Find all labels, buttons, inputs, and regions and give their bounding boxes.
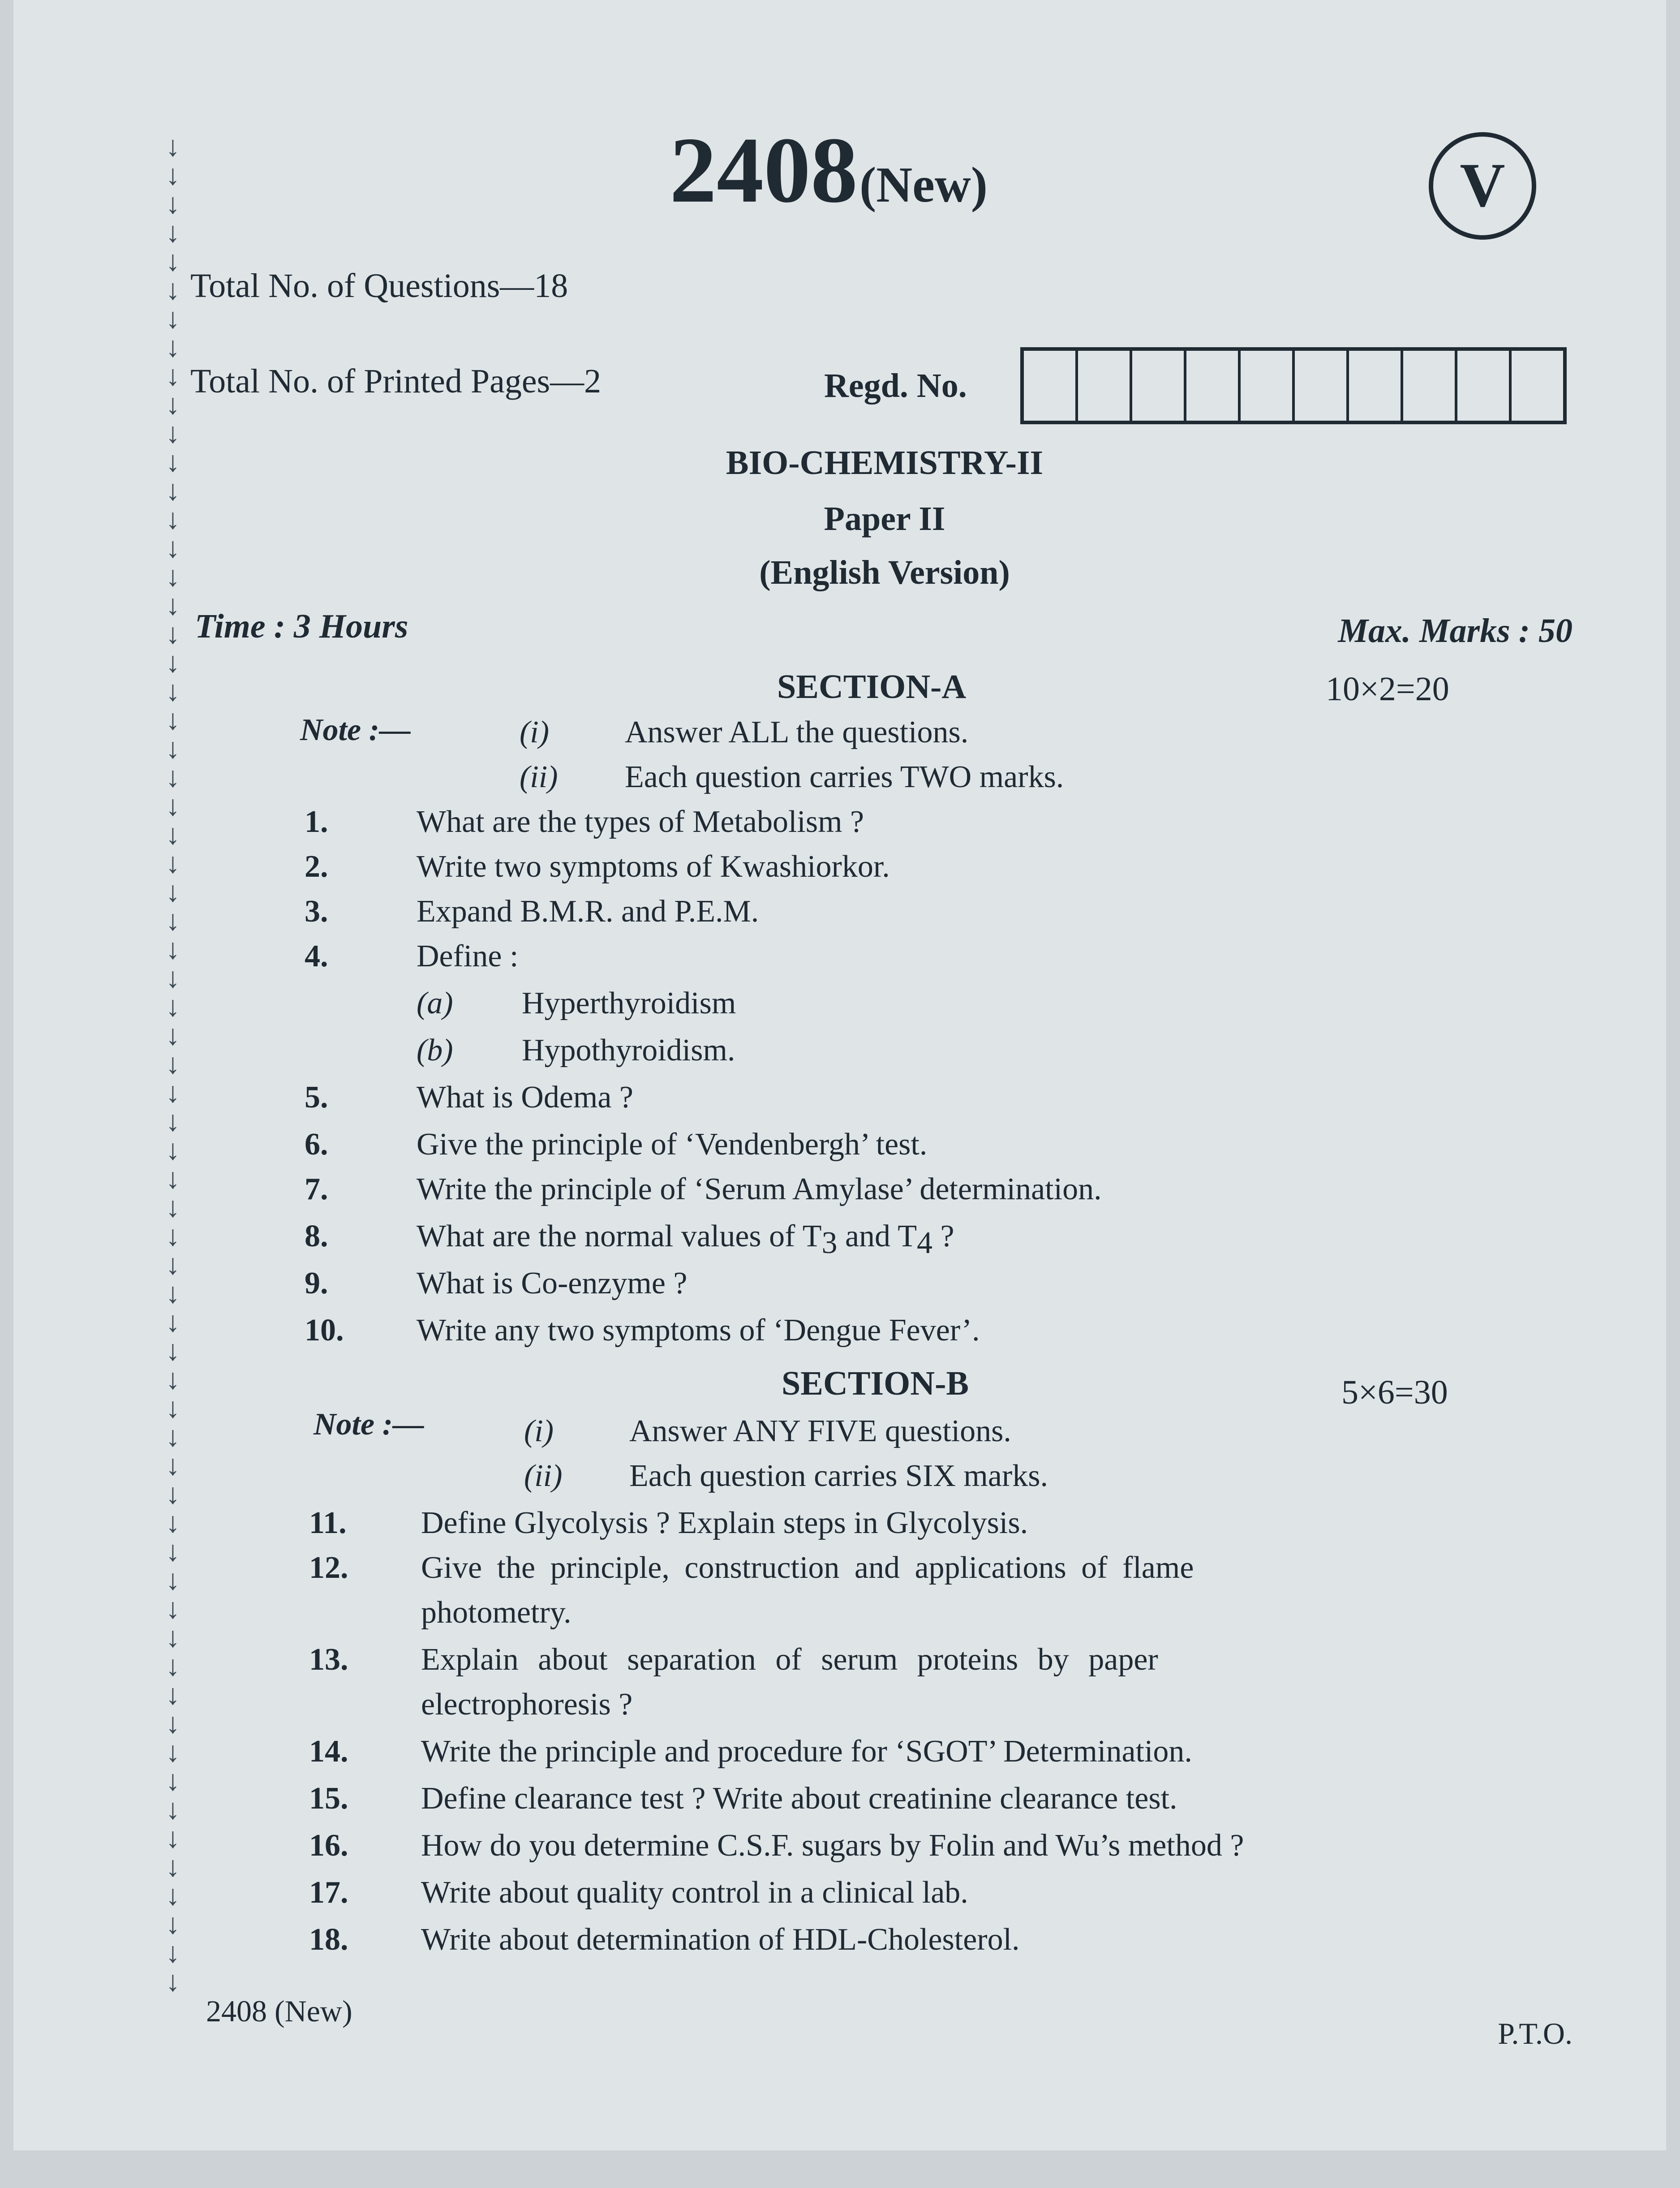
question-number: 10. [305, 1313, 344, 1348]
arrow-down-icon: ↓ [166, 1707, 180, 1739]
question-text [417, 1219, 954, 1261]
question-number: 15. [309, 1781, 348, 1816]
arrow-down-icon: ↓ [166, 1908, 180, 1940]
regd-box [1455, 351, 1509, 421]
question-text: What is Odema ? [417, 1080, 633, 1115]
arrow-down-icon: ↓ [166, 446, 180, 478]
note-text: Answer ALL the questions. [625, 715, 969, 749]
question-number: 9. [305, 1266, 328, 1301]
question-text: Define Glycolysis ? Explain steps in Glycolysis. [421, 1506, 1028, 1540]
question-number: 13. [309, 1642, 348, 1677]
arrow-down-icon: ↓ [166, 1478, 180, 1510]
max-marks: Max. Marks : 50 [1338, 612, 1573, 650]
arrow-down-icon: ↓ [166, 876, 180, 908]
arrow-down-icon: ↓ [166, 847, 180, 879]
question-number: 8. [305, 1219, 328, 1253]
arrow-down-icon: ↓ [166, 1019, 180, 1051]
arrow-down-icon: ↓ [166, 560, 180, 592]
arrow-down-icon: ↓ [166, 188, 180, 220]
define-item-text: Hyperthyroidism [522, 986, 736, 1021]
arrow-down-icon: ↓ [166, 302, 180, 334]
arrow-down-icon: ↓ [166, 962, 180, 994]
paper-title: Paper II [824, 500, 945, 538]
question-text: How do you determine C.S.F. sugars by Folin and Wu’s method ? [421, 1828, 1244, 1863]
question-number: 12. [309, 1551, 348, 1585]
arrow-down-icon: ↓ [166, 1535, 180, 1567]
arrow-down-icon: ↓ [166, 1163, 180, 1194]
arrow-down-icon: ↓ [166, 1421, 180, 1452]
arrow-down-icon: ↓ [166, 1363, 180, 1395]
note-number: (i) [524, 1414, 554, 1448]
arrow-down-icon: ↓ [166, 1564, 180, 1596]
arrow-down-icon: ↓ [166, 1679, 180, 1710]
arrow-down-icon: ↓ [166, 704, 180, 736]
arrow-down-icon: ↓ [166, 991, 180, 1022]
arrow-down-icon: ↓ [166, 818, 180, 850]
arrow-down-icon: ↓ [166, 1765, 180, 1796]
question-number: 16. [309, 1828, 348, 1863]
arrow-down-icon: ↓ [166, 1277, 180, 1309]
define-item-text: Hypothyroidism. [522, 1033, 735, 1068]
arrow-down-icon: ↓ [166, 1191, 180, 1223]
total-questions: Total No. of Questions—18 [190, 267, 568, 305]
arrow-down-icon: ↓ [166, 618, 180, 650]
question-text-part: and T [837, 1219, 917, 1253]
arrow-down-icon: ↓ [166, 388, 180, 420]
arrow-down-icon: ↓ [166, 904, 180, 936]
subscript: 4 [917, 1226, 933, 1260]
note-number: (i) [520, 715, 550, 749]
arrow-down-icon: ↓ [166, 1048, 180, 1080]
arrow-down-icon: ↓ [166, 675, 180, 707]
arrow-down-icon: ↓ [166, 1249, 180, 1280]
paper-code-block [670, 116, 988, 224]
arrow-down-icon: ↓ [166, 417, 180, 449]
question-number: 3. [305, 894, 328, 929]
arrow-down-icon: ↓ [166, 130, 180, 162]
regd-box [1184, 351, 1238, 421]
arrow-down-icon: ↓ [166, 1822, 180, 1854]
question-number: 7. [305, 1172, 328, 1206]
question-12-continued: photometry. [421, 1595, 571, 1630]
arrow-down-icon: ↓ [166, 532, 180, 564]
section-b-note-label: Note :— [314, 1407, 424, 1442]
question-text: Write about quality control in a clinical lab. [421, 1875, 968, 1910]
arrow-down-icon: ↓ [166, 1937, 180, 1968]
regd-label: Regd. No. [824, 367, 967, 405]
question-text: Expand B.M.R. and P.E.M. [417, 894, 759, 929]
define-item-number: (a) [417, 986, 453, 1021]
regd-box [1509, 351, 1563, 421]
arrow-down-icon: ↓ [166, 274, 180, 306]
arrow-down-icon: ↓ [166, 790, 180, 822]
arrow-down-icon: ↓ [166, 1306, 180, 1338]
arrow-down-icon: ↓ [166, 360, 180, 392]
section-b-marks: 5×6=30 [1341, 1374, 1448, 1411]
arrow-down-icon: ↓ [166, 1650, 180, 1682]
arrow-down-icon: ↓ [166, 1621, 180, 1653]
time-label: Time : 3 Hours [195, 607, 408, 645]
regd-box [1075, 351, 1130, 421]
section-a-marks: 10×2=20 [1326, 670, 1449, 708]
question-text: What are the types of Metabolism ? [417, 805, 864, 839]
arrow-down-icon: ↓ [166, 1593, 180, 1624]
paper-code-suffix: (New) [859, 157, 988, 213]
regd-box [1346, 351, 1401, 421]
regd-box [1401, 351, 1455, 421]
regd-box [1130, 351, 1184, 421]
question-text-part: ? [932, 1219, 954, 1253]
section-a-note-label: Note :— [300, 713, 411, 747]
question-number: 17. [309, 1875, 348, 1910]
paper-code: 2408 [670, 118, 858, 222]
question-text-part: What are the normal values of T [417, 1219, 822, 1253]
footer-code: 2408 (New) [206, 1994, 352, 2028]
footer-pto: P.T.O. [1498, 2016, 1573, 2050]
regd-number-boxes [1020, 347, 1567, 424]
arrow-down-icon: ↓ [166, 503, 180, 535]
question-text: Explain about separation of serum proteins by paper [421, 1642, 1158, 1677]
version-badge: V [1429, 132, 1536, 240]
regd-box [1292, 351, 1346, 421]
arrow-down-icon: ↓ [166, 1077, 180, 1108]
regd-box [1238, 351, 1292, 421]
section-b-title: SECTION-B [782, 1365, 969, 1402]
regd-box [1024, 351, 1075, 421]
arrow-down-icon: ↓ [166, 1105, 180, 1137]
arrow-down-icon: ↓ [166, 216, 180, 248]
question-text: Write any two symptoms of ‘Dengue Fever’. [417, 1313, 980, 1348]
question-text: Write the principle and procedure for ‘SGOT’ Determination. [421, 1734, 1192, 1769]
arrow-down-icon: ↓ [166, 646, 180, 678]
note-text: Answer ANY FIVE questions. [629, 1414, 1011, 1448]
question-number: 18. [309, 1922, 348, 1957]
section-a-title: SECTION-A [777, 668, 967, 706]
arrow-down-icon: ↓ [166, 1851, 180, 1882]
arrow-down-icon: ↓ [166, 933, 180, 965]
question-number: 5. [305, 1080, 328, 1115]
question-text: Write about determination of HDL-Cholesterol. [421, 1922, 1020, 1957]
question-number: 4. [305, 939, 328, 973]
arrow-down-icon: ↓ [166, 1507, 180, 1538]
question-13-continued: electrophoresis ? [421, 1687, 633, 1722]
note-text: Each question carries TWO marks. [625, 760, 1064, 794]
arrow-down-icon: ↓ [166, 245, 180, 277]
question-text: Define : [417, 939, 519, 973]
arrow-down-icon: ↓ [166, 1965, 180, 1997]
arrow-down-icon: ↓ [166, 1220, 180, 1252]
arrow-down-icon: ↓ [166, 732, 180, 764]
question-text: Write two symptoms of Kwashiorkor. [417, 849, 890, 884]
note-number: (ii) [524, 1459, 563, 1493]
question-text: What is Co-enzyme ? [417, 1266, 687, 1301]
question-number: 6. [305, 1127, 328, 1162]
arrow-down-icon: ↓ [166, 474, 180, 506]
subscript: 3 [821, 1226, 838, 1260]
arrow-down-icon: ↓ [166, 1335, 180, 1366]
arrow-down-icon: ↓ [166, 589, 180, 621]
question-number: 2. [305, 849, 328, 884]
arrow-down-icon: ↓ [166, 1449, 180, 1481]
subject-title: BIO-CHEMISTRY-II [726, 444, 1044, 482]
note-number: (ii) [520, 760, 558, 794]
arrow-down-icon: ↓ [166, 1736, 180, 1768]
question-text: Give the principle, construction and applications of flame [421, 1551, 1194, 1585]
question-number: 14. [309, 1734, 348, 1769]
arrow-down-icon: ↓ [166, 1134, 180, 1166]
question-text: Write the principle of ‘Serum Amylase’ determination. [417, 1172, 1102, 1206]
arrow-down-icon: ↓ [166, 159, 180, 191]
question-text: Give the principle of ‘Vendenbergh’ test. [417, 1127, 928, 1162]
arrow-down-icon: ↓ [166, 1879, 180, 1911]
arrow-down-icon: ↓ [166, 331, 180, 363]
version-title: (English Version) [759, 554, 1010, 591]
question-text: Define clearance test ? Write about creatinine clearance test. [421, 1781, 1177, 1816]
note-text: Each question carries SIX marks. [629, 1459, 1048, 1493]
arrow-down-icon: ↓ [166, 1392, 180, 1424]
question-number: 1. [305, 805, 328, 839]
arrow-down-icon: ↓ [166, 1793, 180, 1825]
total-pages: Total No. of Printed Pages—2 [190, 362, 602, 400]
question-number: 11. [309, 1506, 347, 1540]
arrow-down-icon: ↓ [166, 761, 180, 793]
define-item-number: (b) [417, 1033, 453, 1068]
